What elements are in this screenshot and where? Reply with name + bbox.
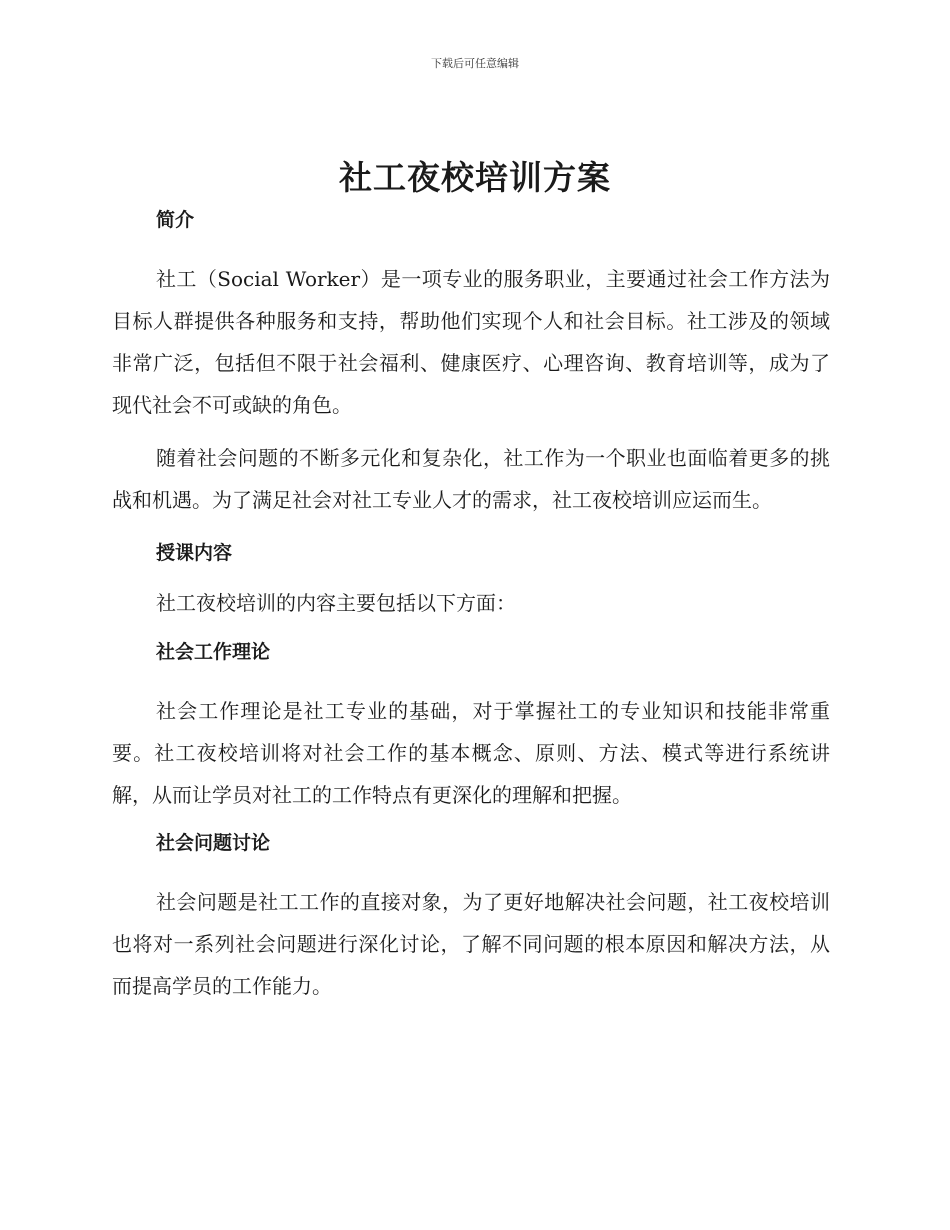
section-heading-intro: 简介	[156, 209, 195, 231]
content-paragraph-1: 社工夜校培训的内容主要包括以下方面：	[156, 591, 516, 615]
issues-paragraph-1: 社会问题是社工工作的直接对象，为了更好地解决社会问题，社工夜校培训也将对一系列社会问题进行深化讨论，了解不同问题的根本原因和解决方法，从而提高学员的工作能力。	[112, 890, 830, 998]
document-body	[112, 204, 830, 1007]
section-heading-content: 授课内容	[156, 542, 233, 564]
header-note: 下载后可任意编辑	[431, 57, 519, 70]
section-heading-issues: 社会问题讨论	[156, 832, 271, 854]
section-heading-theory: 社会工作理论	[156, 641, 271, 663]
theory-paragraph-1: 社会工作理论是社工专业的基础，对于掌握社工的专业知识和技能非常重要。社工夜校培训将对社会工作的基本概念、原则、方法、模式等进行系统讲解，从而让学员对社工的工作特点有更深化的理解和把握。	[112, 699, 830, 807]
intro-paragraph-2: 随着社会问题的不断多元化和复杂化，社工作为一个职业也面临着更多的挑战和机遇。为了满足社会对社工专业人才的需求，社工夜校培训应运而生。	[112, 446, 830, 512]
document-title: 社工夜校培训方案	[339, 158, 611, 197]
intro-paragraph-1: 社工（Social Worker）是一项专业的服务职业，主要通过社会工作方法为目标人群提供各种服务和支持，帮助他们实现个人和社会目标。社工涉及的领域非常广泛，包括但不限于社会福利、健康医疗、心理咨询、教育培训等，成为了现代社会不可或缺的角色。	[112, 267, 830, 417]
